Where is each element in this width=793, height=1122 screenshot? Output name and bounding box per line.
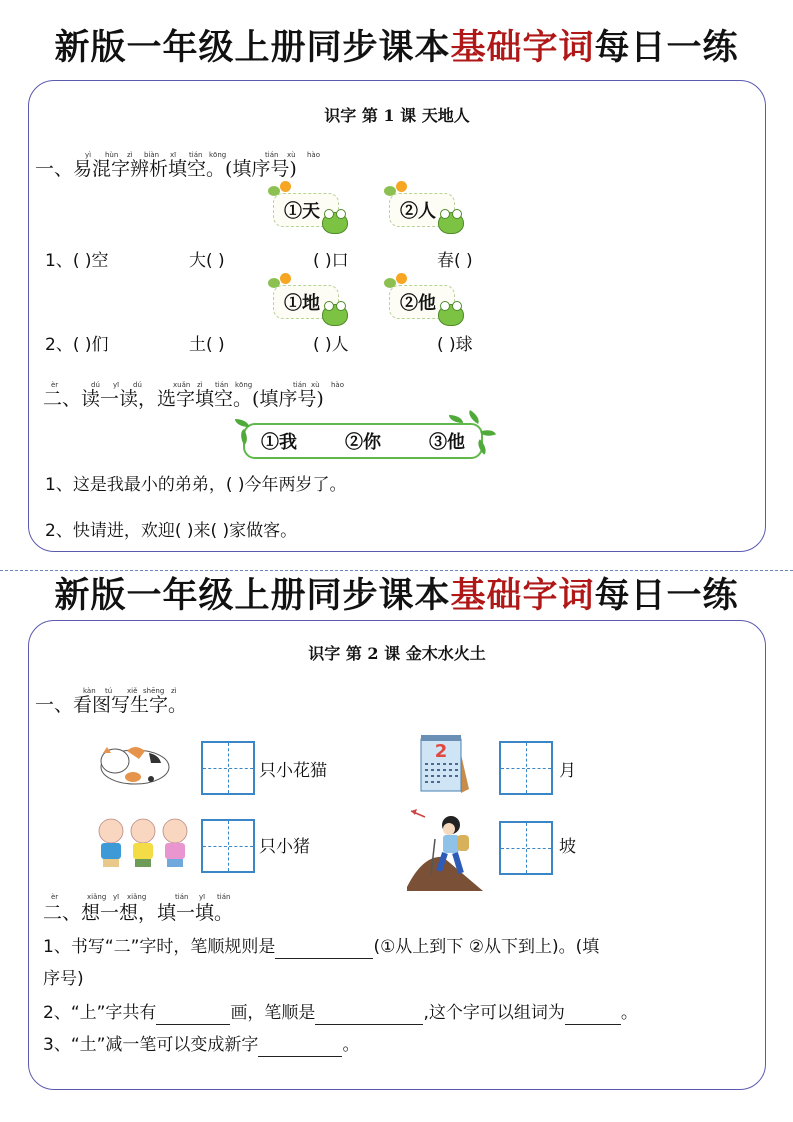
pinyin: tú [105, 687, 113, 695]
vine-leaf-icon [449, 415, 463, 423]
flower-icon [396, 181, 407, 192]
question-text: 画，笔顺是 [230, 1003, 316, 1023]
leaf-icon [268, 186, 280, 196]
answer-blank[interactable] [156, 1006, 230, 1025]
title-text: 新版一年级上册同步课本 [54, 575, 451, 616]
vine-leaf-icon [235, 419, 249, 427]
section-heading: 一、易混字辨析填空。(填序号) [35, 158, 297, 180]
pinyin: tián [189, 151, 203, 159]
question-text: 3、“土”减一笔可以变成新字 [43, 1035, 259, 1055]
option-chip [389, 193, 455, 227]
question-2-c: ( )人 [313, 335, 349, 355]
picture-word: 只小花猫 [259, 761, 327, 781]
pinyin: xù [311, 381, 320, 389]
title-text: 每日一练 [594, 27, 739, 68]
frog-icon [438, 304, 464, 326]
answer-blank[interactable] [315, 1006, 423, 1025]
pinyin: zì [171, 687, 177, 695]
flower-icon [396, 273, 407, 284]
pinyin: zì [197, 381, 203, 389]
page-title-1 [0, 24, 793, 72]
pinyin: yì [85, 151, 92, 159]
writing-grid[interactable] [201, 819, 255, 873]
calendar-icon [417, 733, 473, 797]
question-1-d: 春( ) [437, 251, 473, 271]
fill-question-3 [43, 1033, 359, 1057]
worksheet-card-1 [28, 80, 766, 552]
writing-grid[interactable] [499, 741, 553, 795]
option-label: ②他 [400, 293, 436, 314]
flower-icon [280, 181, 291, 192]
question-text: 。 [342, 1035, 360, 1055]
pinyin: tián [217, 893, 231, 901]
pinyin: xuǎn [173, 381, 191, 389]
fill-question-1 [43, 935, 599, 959]
title-highlight: 基础字词 [450, 575, 595, 616]
pinyin: tián [175, 893, 189, 901]
pinyin: zì [127, 151, 133, 159]
three-pigs-icon [95, 815, 191, 875]
picture-word: 月 [559, 761, 576, 781]
pinyin: èr [51, 893, 59, 901]
flower-icon [280, 273, 291, 284]
pinyin: hùn [105, 151, 119, 159]
leaf-icon [384, 278, 396, 288]
pinyin: tián [265, 151, 279, 159]
title-text: 新版一年级上册同步课本 [54, 27, 451, 68]
frog-icon [322, 304, 348, 326]
option-chip [273, 193, 339, 227]
option-chip [389, 285, 455, 319]
picture-word: 坡 [559, 837, 576, 857]
leaf-icon [384, 186, 396, 196]
answer-blank[interactable] [275, 940, 373, 959]
question-1-c: ( )口 [313, 251, 349, 271]
question-2-d: ( )球 [437, 335, 473, 355]
lesson-title: 识字 第 2 课 金木水火土 [308, 644, 486, 663]
question-text: ,这个字可以组词为 [423, 1003, 565, 1023]
pinyin: xī [170, 151, 177, 159]
option-chip [273, 285, 339, 319]
option-label: ②你 [345, 432, 381, 453]
option-label: ①天 [284, 201, 320, 222]
pinyin: yī [199, 893, 206, 901]
option-label: ①地 [284, 293, 320, 314]
pinyin: hào [331, 381, 345, 389]
sentence-question-1: 1、这是我最小的弟弟，( )今年两岁了。 [45, 475, 347, 495]
vine-leaf-icon [466, 410, 482, 424]
boy-climbing-slope-icon [403, 805, 487, 891]
fill-question-1-cont: 序号) [43, 969, 84, 989]
pinyin: biàn [144, 151, 160, 159]
pinyin: dú [133, 381, 142, 389]
frog-icon [322, 212, 348, 234]
pinyin: xiě [127, 687, 138, 695]
writing-grid[interactable] [201, 741, 255, 795]
svg-text:2: 2 [434, 741, 448, 762]
sentence-question-2: 2、快请进，欢迎( )来( )家做客。 [45, 521, 298, 541]
cut-line-divider [0, 570, 793, 571]
pinyin: kōng [235, 381, 253, 389]
answer-blank[interactable] [258, 1038, 342, 1057]
title-text: 每日一练 [594, 575, 739, 616]
question-1-a: 1、( )空 [45, 251, 109, 271]
pinyin: tián [293, 381, 307, 389]
pinyin: dú [91, 381, 100, 389]
question-1-b: 大( ) [189, 251, 225, 271]
question-2-a: 2、( )们 [45, 335, 109, 355]
question-2-b: 土( ) [189, 335, 225, 355]
frog-icon [438, 212, 464, 234]
pinyin: tián [215, 381, 229, 389]
lesson-title: 识字 第 1 课 天地人 [324, 106, 470, 125]
leaf-icon [268, 278, 280, 288]
pinyin: kàn [83, 687, 96, 695]
option-label: ③他 [429, 432, 465, 453]
writing-grid[interactable] [499, 821, 553, 875]
pinyin: shēng [143, 687, 165, 695]
sleeping-cat-icon [93, 739, 173, 787]
pinyin: xiǎng [127, 893, 147, 901]
option-label: ②人 [400, 201, 436, 222]
pinyin: èr [51, 381, 59, 389]
section-heading: 二、读一读，选字填空。(填序号) [43, 388, 324, 410]
pinyin: xiǎng [87, 893, 107, 901]
question-text: (①从上到下 ②从下到上)。(填 [373, 937, 600, 957]
pinyin: yī [113, 381, 120, 389]
answer-blank[interactable] [565, 1006, 621, 1025]
pinyin: yī [113, 893, 120, 901]
section-heading: 二、想一想，填一填。 [43, 902, 234, 924]
pinyin: hào [307, 151, 321, 159]
pinyin: kōng [209, 151, 227, 159]
fill-question-2 [43, 1001, 638, 1025]
option-label: ①我 [261, 432, 297, 453]
picture-word: 只小猪 [259, 837, 310, 857]
question-text: 1、书写“二”字时，笔顺规则是 [43, 937, 276, 957]
title-highlight: 基础字词 [450, 27, 595, 68]
section-heading: 一、看图写生字。 [35, 694, 188, 716]
pinyin: xù [287, 151, 296, 159]
option-box [243, 423, 483, 459]
question-text: 。 [620, 1003, 638, 1023]
page-title-2 [0, 572, 793, 620]
worksheet-card-2 [28, 620, 766, 1090]
question-text: 2、“上”字共有 [43, 1003, 157, 1023]
